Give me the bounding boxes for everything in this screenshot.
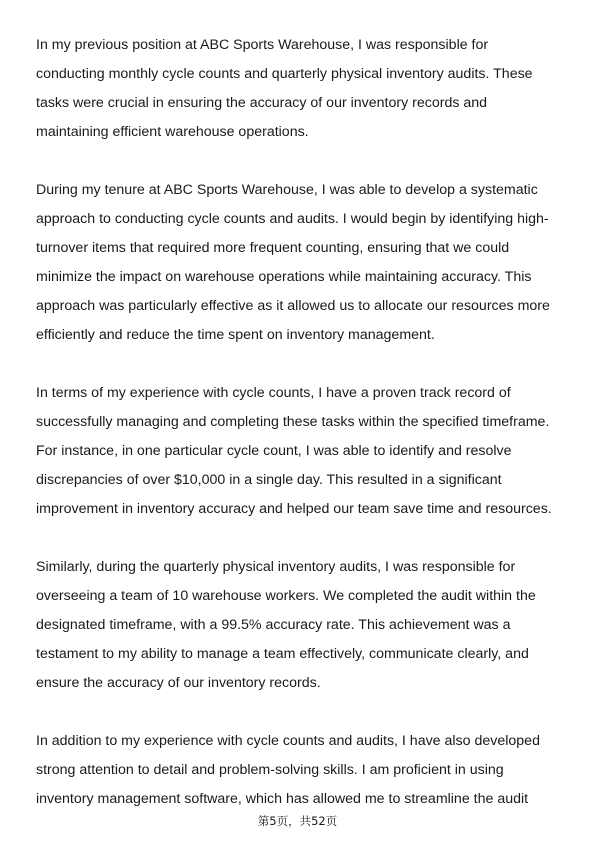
paragraph-3-line-1: In terms of my experience with cycle counts, I have a proven track record of: [36, 385, 511, 401]
paragraph-1-line-1: In my previous position at ABC Sports Warehouse, I was responsible for: [36, 37, 489, 53]
paragraph-2-line-2: approach to conducting cycle counts and audits. I would begin by identifying high-: [36, 211, 549, 227]
paragraph-4-line-4: testament to my ability to manage a team effectively, communicate clearly, and: [36, 646, 529, 662]
paragraph-2-line-1: During my tenure at ABC Sports Warehouse, I was able to develop a systematic: [36, 182, 538, 198]
paragraph-4-line-3: designated timeframe, with a 99.5% accuracy rate. This achievement was a: [36, 617, 511, 633]
paragraph-5-line-2: strong attention to detail and problem-solving skills. I am proficient in using: [36, 762, 504, 778]
paragraph-5-line-3: inventory management software, which has allowed me to streamline the audit: [36, 791, 529, 807]
paragraph-3-line-5: improvement in inventory accuracy and helped our team save time and resources.: [36, 501, 552, 517]
paragraph-5-line-1: In addition to my experience with cycle counts and audits, I have also developed: [36, 733, 540, 749]
paragraph-2-line-5: approach was particularly effective as it allowed us to allocate our resources more: [36, 298, 550, 314]
paragraph-3-line-2: successfully managing and completing these tasks within the specified timeframe.: [36, 414, 550, 430]
paragraph-3-line-4: discrepancies of over $10,000 in a single day. This resulted in a significant: [36, 472, 502, 488]
paragraph-3-line-3: For instance, in one particular cycle count, I was able to identify and resolve: [36, 443, 512, 459]
paragraph-1-line-2: conducting monthly cycle counts and quarterly physical inventory audits. These: [36, 66, 533, 82]
paragraph-4-line-5: ensure the accuracy of our inventory records.: [36, 675, 321, 691]
paragraph-1-line-4: maintaining efficient warehouse operations.: [36, 124, 309, 140]
paragraph-2-line-3: turnover items that required more frequent counting, ensuring that we could: [36, 240, 510, 256]
paragraph-4-line-1: Similarly, during the quarterly physical inventory audits, I was responsible for: [36, 559, 516, 575]
paragraph-1-line-3: tasks were crucial in ensuring the accuracy of our inventory records and: [36, 95, 488, 111]
paragraph-2-line-4: minimize the impact on warehouse operations while maintaining accuracy. This: [36, 269, 532, 285]
paragraph-2-line-6: efficiently and reduce the time spent on inventory management.: [36, 327, 435, 343]
paragraph-4-line-2: overseeing a team of 10 warehouse workers. We completed the audit within the: [36, 588, 536, 604]
page-number-footer: 第5页，共52页: [257, 814, 338, 828]
